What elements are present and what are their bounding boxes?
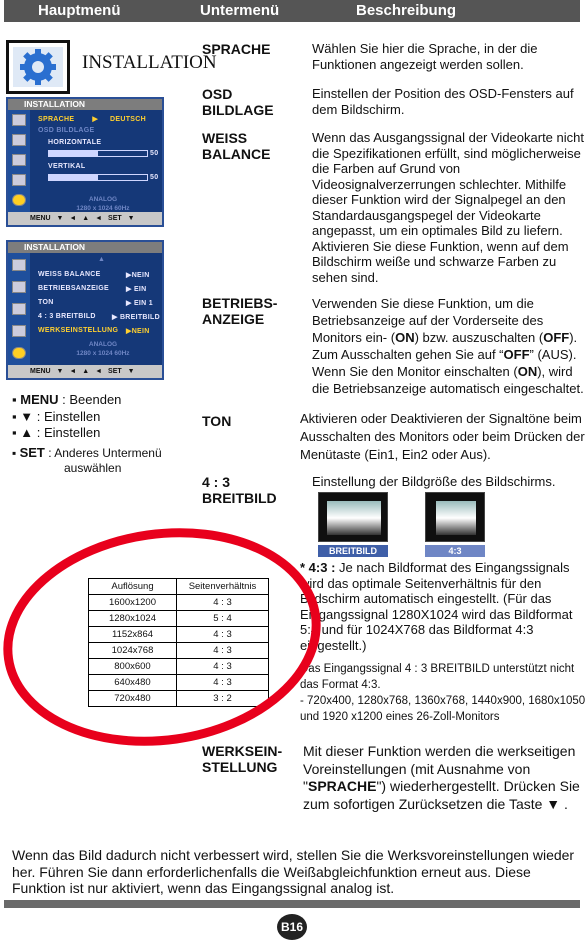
osd-resolution-label: 1280 x 1024 60Hz: [76, 350, 130, 357]
picture-icon: [12, 259, 26, 271]
osd-row-factory-reset: WERKSEINSTELLUNG: [38, 327, 119, 334]
table-header-bar: [4, 0, 580, 22]
item-label-indicator: BETRIEBS- ANZEIGE: [202, 295, 278, 327]
table-row: 1280x1024 5 : 4: [89, 611, 269, 627]
item-desc-white-balance: Wenn das Ausgangssignal der Videokarte nicht die Spezifikationen erfüllt, sind möglicherweise die Farben auf Grund von Videosignalverzerrungen schlechter. Mithilfe dieser Funktion wird der Signalpegel an den Standardausgangspegel der Videokarte angepasst, um ein optimales Bild zu liefern. Aktivieren Sie diese Funktion, wenn auf dem Bildschirm weiße und schwarze Farben zu sehen sind.: [312, 130, 584, 285]
table-row: 640x480 4 : 3: [89, 675, 269, 691]
footer-bar: [4, 900, 580, 908]
item-desc-sound: Aktivieren oder Deaktivieren der Signaltöne beim Ausschalten des Monitors oder beim Drücken der Menütaste (Ein1, Ein2 oder Aus).: [300, 411, 585, 462]
tracking-icon: [12, 325, 26, 337]
item-label-sound: TON: [202, 413, 232, 429]
osd-row-white-balance: WEISS BALANCE: [38, 271, 101, 278]
white-balance-value: NEIN: [131, 272, 150, 279]
osd-sidebar: [8, 110, 30, 215]
item-label-factory-reset: WERKSEIN- STELLUNG: [202, 743, 283, 775]
item-label-language: SPRACHE: [202, 41, 271, 57]
table-row: 1152x864 4 : 3: [89, 627, 269, 643]
table-row: 800x600 4 : 3: [89, 659, 269, 675]
header-main-menu: Hauptmenü: [38, 2, 121, 19]
color-icon: [12, 281, 26, 293]
header-submenu: Untermenü: [200, 2, 280, 19]
installation-icon-box: [6, 40, 70, 94]
osd-scroll-up-icon: ▲: [98, 256, 106, 263]
section-title: INSTALLATION: [82, 52, 217, 73]
tracking-icon: [12, 174, 26, 186]
osd-row-widescreen: 4 : 3 BREITBILD: [38, 313, 96, 320]
osd-row-indicator: BETRIEBSANZEIGE: [38, 285, 110, 292]
vertical-value: 50: [150, 174, 159, 181]
osd-analog-label: ANALOG: [88, 341, 118, 348]
osd-row-sound: TON: [38, 299, 54, 306]
osd-row-position: OSD BILDLAGE: [38, 127, 95, 134]
osd-screen-1: [6, 97, 164, 227]
osd-row-horizontal: HORIZONTALE: [48, 139, 102, 146]
legend-menu: ▪ MENU : Beenden: [12, 392, 122, 407]
normal-image: [425, 492, 485, 542]
position-icon: [12, 303, 26, 315]
thumb-43: [425, 492, 485, 557]
osd-screen-2: INSTALLATION ▲ WEISS BALANCE ▶NEIN BETRIEBSANZEIGE ▶ EIN TON ▶ EIN 1 4 : 3 BREITBILD ▶ BREITBILD WERKSEINSTELLUNG ▶NEIN ANALOG 1280 x 1024 60Hz MENU ▼ ◄ ▲ ◄ SET ▼: [6, 240, 164, 380]
item-label-osd-position: OSD BILDLAGE: [202, 86, 274, 118]
widescreen-value: BREITBILD: [119, 314, 160, 321]
highlight-circle: [0, 520, 330, 770]
legend-down: ▪ ▼ : Einstellen: [12, 409, 101, 424]
item-desc-factory-reset: Mit dieser Funktion werden die werkseitigen Voreinstellungen (mit Ausnahme von "SPRACHE") wiederhergestellt. Drücken Sie zum sofortigen Zurücksetzen die Taste ▼ .: [303, 743, 580, 812]
col-resolution: Auflösung: [89, 579, 177, 595]
item-desc-indicator: Verwenden Sie diese Funktion, um die Betriebsanzeige auf der Vorderseite des Monitors ein- (ON) bzw. auszuschalten (OFF). Zum Ausschalten gehen Sie auf “OFF” (AUS). Wenn Sie den Monitor einschalten (ON), wird die Betriebsanzeige automatisch eingeschaltet.: [312, 296, 584, 396]
sound-value: EIN 1: [133, 300, 153, 307]
table-row: 720x480 3 : 2: [89, 691, 269, 707]
legend-up: ▪ ▲ : Einstellen: [12, 425, 101, 440]
item-label-white-balance: WEISS BALANCE: [202, 130, 271, 162]
legend-set: ▪ SET : Anderes Untermenü: [12, 445, 162, 460]
normal-tag: 4:3: [425, 545, 485, 557]
installation-icon: [12, 194, 26, 206]
table-row: 1024x768 4 : 3: [89, 643, 269, 659]
osd-row-language: SPRACHE ▶ DEUTSCH: [38, 116, 146, 123]
osd-key-bar: MENU ▼ ◄ ▲ ◄ SET ▼: [8, 212, 162, 225]
osd-resolution-label: 1280 x 1024 60Hz: [76, 205, 130, 212]
osd-analog-label: ANALOG: [88, 196, 118, 203]
vertical-slider: [48, 174, 148, 181]
color-icon: [12, 134, 26, 146]
osd-title: INSTALLATION: [8, 242, 162, 253]
table-row: 1600x1200 4 : 3: [89, 595, 269, 611]
item-desc-widescreen: Einstellung der Bildgröße des Bildschirms.: [312, 474, 556, 489]
osd-title: INSTALLATION: [8, 99, 162, 110]
header-description: Beschreibung: [356, 2, 457, 19]
osd-row-vertical: VERTIKAL: [48, 163, 86, 170]
legend-set-2: auswählen: [64, 461, 122, 475]
picture-icon: [12, 114, 26, 126]
widescreen-tag: BREITBILD: [318, 545, 388, 557]
horizontal-slider: [48, 150, 148, 157]
osd-sidebar: [8, 253, 30, 368]
page-number: B16: [277, 914, 307, 940]
note-43: * 4:3 : Je nach Bildformat des Eingangssignals wird das optimale Seitenverhältnis für den Bildschirm automatisch eingestellt. (Für das Eingangssignal 1280X1024 wird das Bildformat 5:4 und für 1024X768 das Bildformat 4:3 eingestellt.): [300, 560, 573, 653]
item-label-widescreen: 4 : 3 BREITBILD: [202, 474, 277, 506]
gear-icon: [9, 43, 67, 91]
horizontal-value: 50: [150, 150, 159, 157]
note-widescreen: Das Eingangssignal 4 : 3 BREITBILD unterstützt nicht das Format 4:3. - 720x400, 1280x768, 1360x768, 1440x900, 1680x1050 und 1920 x1200 eines 26-Zoll-Monitors: [300, 663, 586, 723]
item-desc-language: Wählen Sie hier die Sprache, in der die Funktionen angezeigt werden sollen.: [312, 41, 538, 72]
position-icon: [12, 154, 26, 166]
osd-key-bar: MENU ▼ ◄ ▲ ◄ SET ▼: [8, 365, 162, 378]
factory-reset-value: NEIN: [131, 328, 150, 335]
footer-note: Wenn das Bild dadurch nicht verbessert wird, stellen Sie die Werksvoreinstellungen wieder her. Führen Sie dann erforderlichenfalls die Weißabgleichfunktion erneut aus. Diese Funktion ist nur aktiviert, wenn das Eingangssignal analog ist.: [12, 847, 575, 896]
col-aspect: Seitenverhältnis: [177, 579, 269, 595]
item-desc-osd-position: Einstellen der Position des OSD-Fensters auf dem Bildschirm.: [312, 86, 574, 117]
indicator-value: EIN: [133, 286, 147, 293]
installation-icon: [12, 347, 26, 359]
